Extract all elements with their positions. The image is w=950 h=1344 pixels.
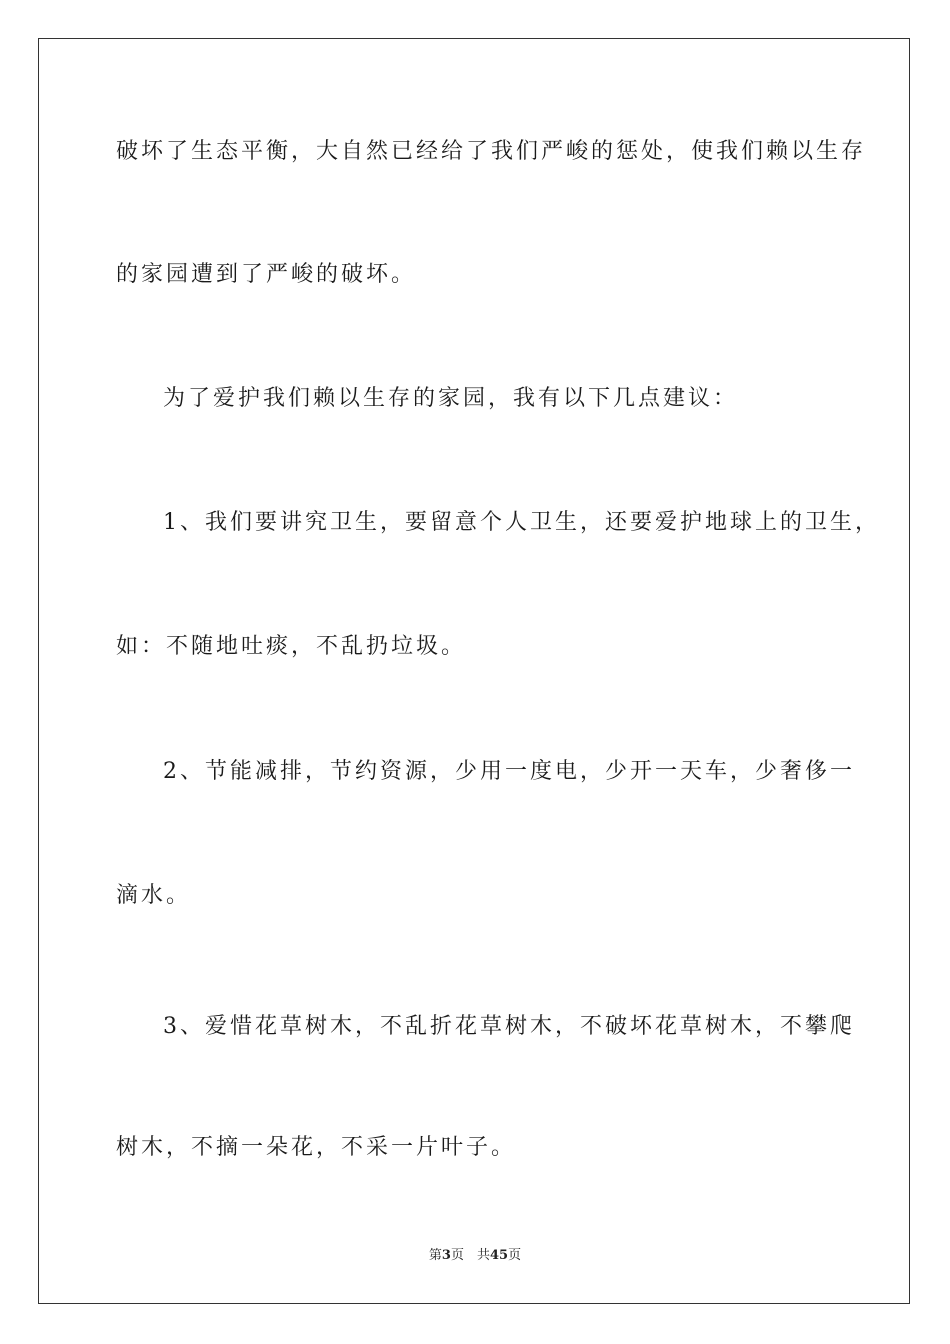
footer-prefix: 第: [428, 1248, 442, 1263]
body-text-line: 如：不随地吐痰，不乱扔垃圾。: [116, 634, 467, 659]
body-text-line: 2、节能减排，节约资源，少用一度电，少开一天车，少奢侈一: [163, 759, 855, 784]
body-text-line: 1、我们要讲究卫生，要留意个人卫生，还要爱护地球上的卫生，: [163, 510, 880, 535]
body-text-line: 的家园遭到了严峻的破坏。: [116, 262, 417, 287]
body-text-line: 为了爱护我们赖以生存的家园，我有以下几点建议：: [163, 386, 739, 411]
page-footer: [0, 1244, 950, 1263]
body-text-line: 树木，不摘一朵花，不采一片叶子。: [116, 1135, 517, 1160]
total-pages-number: 45: [489, 1248, 509, 1263]
current-page-number: 3: [441, 1248, 451, 1263]
body-text-line: 破坏了生态平衡，大自然已经给了我们严峻的惩处，使我们赖以生存: [116, 139, 867, 164]
footer-suffix: 页: [508, 1248, 522, 1263]
page-border: [38, 38, 910, 1304]
body-text-line: 滴水。: [116, 883, 192, 908]
footer-middle: 页 共: [450, 1248, 490, 1263]
body-text-line: 3、爱惜花草树木，不乱折花草树木，不破坏花草树木，不攀爬: [163, 1014, 855, 1039]
